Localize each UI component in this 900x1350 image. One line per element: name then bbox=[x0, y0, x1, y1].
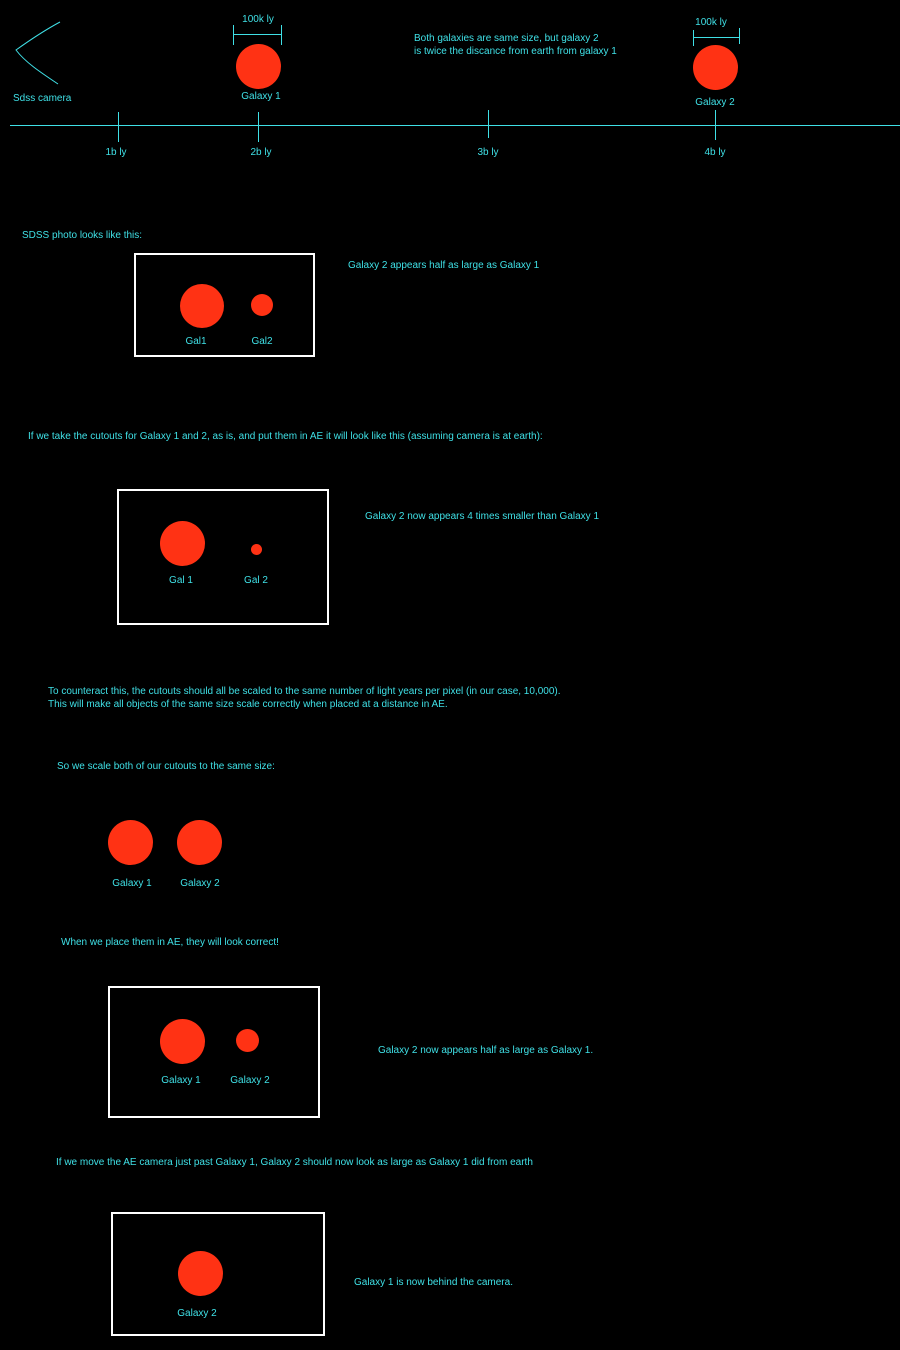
sdss-gal1-label: Gal1 bbox=[185, 336, 207, 347]
section4-note: Galaxy 2 now appears half as large as Galaxy 1. bbox=[378, 1045, 594, 1056]
timeline-note-line1: Both galaxies are same size, but galaxy 2 bbox=[414, 33, 599, 44]
section4-heading: When we place them in AE, they will look correct! bbox=[61, 937, 279, 948]
sdss-galaxy1 bbox=[180, 284, 224, 328]
ae-moved-gal2-label: Galaxy 2 bbox=[177, 1308, 217, 1319]
size-bracket-galaxy2 bbox=[693, 37, 739, 38]
tick-4b bbox=[715, 110, 716, 140]
sdss-gal2-label: Gal2 bbox=[251, 336, 273, 347]
size-bracket-left-2 bbox=[693, 30, 694, 46]
tick-2b bbox=[258, 112, 259, 142]
timeline-galaxy1-label: Galaxy 1 bbox=[241, 91, 281, 102]
ae-asis-galaxy1 bbox=[160, 521, 205, 566]
section2-note: Galaxy 2 now appears 4 times smaller than Galaxy 1 bbox=[365, 511, 599, 522]
scaled-gal2-label: Galaxy 2 bbox=[180, 878, 220, 889]
timeline-galaxy2-label: Galaxy 2 bbox=[695, 97, 735, 108]
distance-axis bbox=[10, 125, 900, 126]
section1-note: Galaxy 2 appears half as large as Galaxy 1 bbox=[348, 260, 540, 271]
section5-heading: If we move the AE camera just past Galaxy 1, Galaxy 2 should now look as large as Galaxy 1 did from earth bbox=[56, 1157, 533, 1168]
scaled-galaxy2 bbox=[177, 820, 222, 865]
ae-correct-gal1-label: Galaxy 1 bbox=[161, 1075, 201, 1086]
ae-moved-galaxy2 bbox=[178, 1251, 223, 1296]
size-bracket-right-1 bbox=[281, 25, 282, 45]
section1-heading: SDSS photo looks like this: bbox=[22, 230, 143, 241]
ae-correct-gal2-label: Galaxy 2 bbox=[230, 1075, 270, 1086]
tick-3b bbox=[488, 110, 489, 138]
ae-correct-frame bbox=[108, 986, 320, 1118]
sdss-galaxy2 bbox=[251, 294, 273, 316]
ae-correct-galaxy1 bbox=[160, 1019, 205, 1064]
camera-icon bbox=[0, 0, 900, 130]
section2-heading: If we take the cutouts for Galaxy 1 and 2, as is, and put them in AE it will look like this (assuming camera is at earth): bbox=[28, 431, 543, 442]
size-label-galaxy2: 100k ly bbox=[695, 17, 727, 28]
tick-1b bbox=[118, 112, 119, 142]
section3-heading: So we scale both of our cutouts to the same size: bbox=[57, 761, 275, 772]
timeline-note-line2: is twice the discance from earth from galaxy 1 bbox=[414, 46, 617, 57]
tick-label-4b: 4b ly bbox=[704, 147, 726, 158]
tick-label-3b: 3b ly bbox=[477, 147, 499, 158]
size-bracket-right-2 bbox=[739, 28, 740, 44]
scaled-galaxy1 bbox=[108, 820, 153, 865]
section3-line2: This will make all objects of the same size scale correctly when placed at a distance in AE. bbox=[48, 699, 448, 710]
ae-correct-galaxy2 bbox=[236, 1029, 259, 1052]
camera-label: Sdss camera bbox=[13, 93, 72, 104]
scaled-gal1-label: Galaxy 1 bbox=[112, 878, 152, 889]
ae-asis-galaxy2 bbox=[251, 544, 262, 555]
size-bracket-left-1 bbox=[233, 25, 234, 45]
ae-asis-frame bbox=[117, 489, 329, 625]
sdss-photo-frame bbox=[134, 253, 315, 357]
tick-label-2b: 2b ly bbox=[250, 147, 272, 158]
tick-label-1b: 1b ly bbox=[105, 147, 127, 158]
size-label-galaxy1: 100k ly bbox=[242, 14, 274, 25]
size-bracket-galaxy1 bbox=[233, 34, 281, 35]
section5-note: Galaxy 1 is now behind the camera. bbox=[354, 1277, 513, 1288]
timeline-galaxy1 bbox=[236, 44, 281, 89]
section3-line1: To counteract this, the cutouts should all be scaled to the same number of light years per pixel (in our case, 10,000). bbox=[48, 686, 561, 697]
ae-asis-gal2-label: Gal 2 bbox=[244, 575, 268, 586]
ae-asis-gal1-label: Gal 1 bbox=[169, 575, 193, 586]
timeline-galaxy2 bbox=[693, 45, 738, 90]
